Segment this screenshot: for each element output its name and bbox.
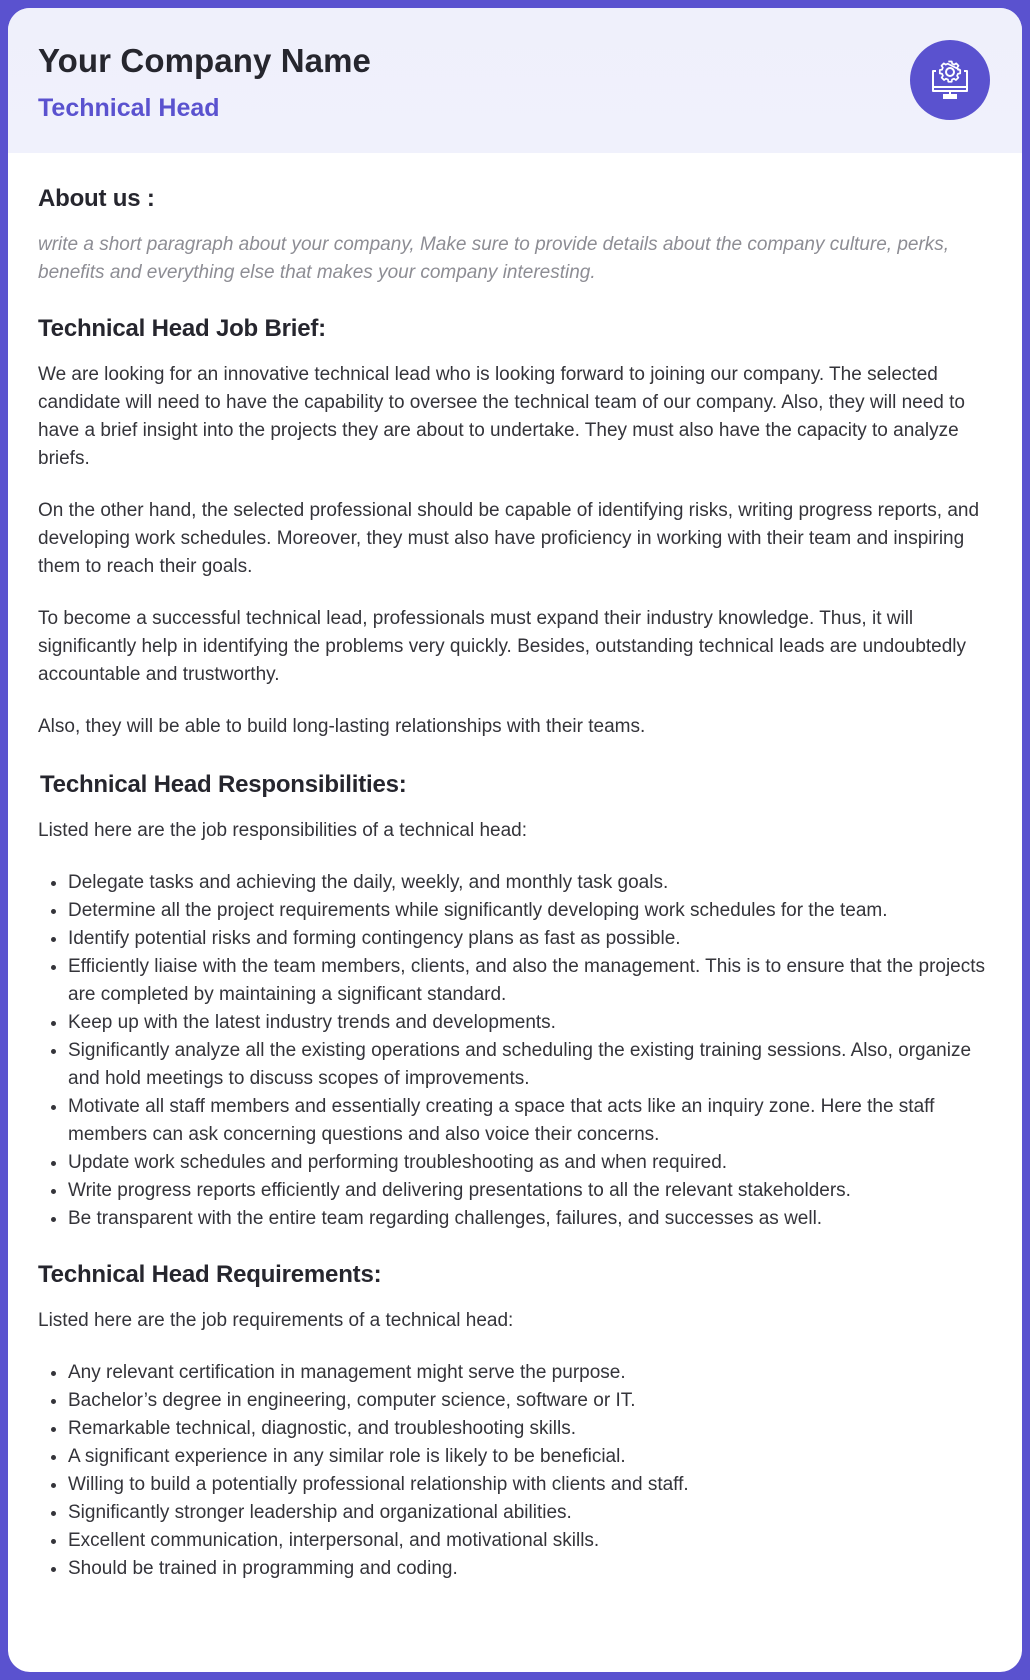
about-heading: About us :: [38, 185, 155, 212]
responsibilities-heading: Technical Head Responsibilities:: [40, 771, 407, 798]
about-placeholder-text: write a short paragraph about your company, Make sure to provide details about the company culture, perks, benefits and everything else that makes your company interesting.: [38, 234, 950, 283]
list-item: • Update work schedules and performing troubleshooting as and when required.: [68, 1149, 992, 1177]
requirements-list: [38, 1359, 992, 1583]
list-item: • Any relevant certification in management might serve the purpose.: [68, 1359, 992, 1387]
list-item: • Delegate tasks and achieving the daily, weekly, and monthly task goals.: [68, 869, 992, 897]
list-item: • Significantly analyze all the existing operations and scheduling the existing training sessions. Also, organize and hold meetings to discuss scopes of improvements.: [68, 1037, 992, 1093]
requirements-intro: Listed here are the job requirements of a technical head:: [38, 1310, 514, 1331]
list-item: • Significantly stronger leadership and organizational abilities.: [68, 1499, 992, 1527]
company-name: Your Company Name: [38, 42, 371, 79]
responsibilities-list: [38, 869, 992, 1233]
list-item: • Remarkable technical, diagnostic, and troubleshooting skills.: [68, 1415, 992, 1443]
list-item: • Willing to build a potentially professional relationship with clients and staff.: [68, 1471, 992, 1499]
requirements-heading: Technical Head Requirements:: [38, 1261, 382, 1288]
content: [8, 185, 1022, 1583]
list-item: • Excellent communication, interpersonal, and motivational skills.: [68, 1527, 992, 1555]
job-brief-heading: Technical Head Job Brief:: [38, 315, 326, 342]
job-description-card: [8, 8, 1022, 1672]
brief-paragraph: To become a successful technical lead, professionals must expand their industry knowledge. Thus, it will significantly help in identifying the problems very quickly. Besides, outstanding technical leads are undoubtedly accountable and trustworthy.: [38, 608, 967, 685]
list-item: • Efficiently liaise with the team members, clients, and also the management. This is to ensure that the projects are completed by maintaining a significant standard.: [68, 953, 992, 1009]
list-item: • Keep up with the latest industry trends and developments.: [68, 1009, 992, 1037]
list-item: • Determine all the project requirements while significantly developing work schedules for the team.: [68, 897, 992, 925]
brief-paragraph: On the other hand, the selected professional should be capable of identifying risks, writing progress reports, and developing work schedules. Moreover, they must also have proficiency in working with their team and inspiring them to reach their goals.: [38, 500, 980, 577]
company-logo: [910, 40, 990, 120]
brief-paragraph: Also, they will be able to build long-lasting relationships with their teams.: [38, 716, 646, 737]
list-item: • Should be trained in programming and coding.: [68, 1555, 992, 1583]
list-item: • Identify potential risks and forming contingency plans as fast as possible.: [68, 925, 992, 953]
header: [8, 8, 1022, 153]
list-item: • Motivate all staff members and essentially creating a space that acts like an inquiry zone. Here the staff members can ask concerning questions and also voice their concerns.: [68, 1093, 992, 1149]
responsibilities-intro: Listed here are the job responsibilities of a technical head:: [38, 820, 528, 841]
list-item: • A significant experience in any similar role is likely to be beneficial.: [68, 1443, 992, 1471]
job-title: Technical Head: [38, 94, 220, 122]
brief-paragraph: We are looking for an innovative technical lead who is looking forward to joining our company. The selected candidate will need to have the capability to oversee the technical team of our company. Also, they will need to have a brief insight into the projects they are about to undertake. They must also have the capacity to analyze briefs.: [38, 364, 965, 469]
list-item: • Be transparent with the entire team regarding challenges, failures, and successes as well.: [68, 1205, 992, 1233]
list-item: • Write progress reports efficiently and delivering presentations to all the relevant stakeholders.: [68, 1177, 992, 1205]
monitor-gear-icon: [927, 57, 973, 103]
list-item: • Bachelor’s degree in engineering, computer science, software or IT.: [68, 1387, 992, 1415]
